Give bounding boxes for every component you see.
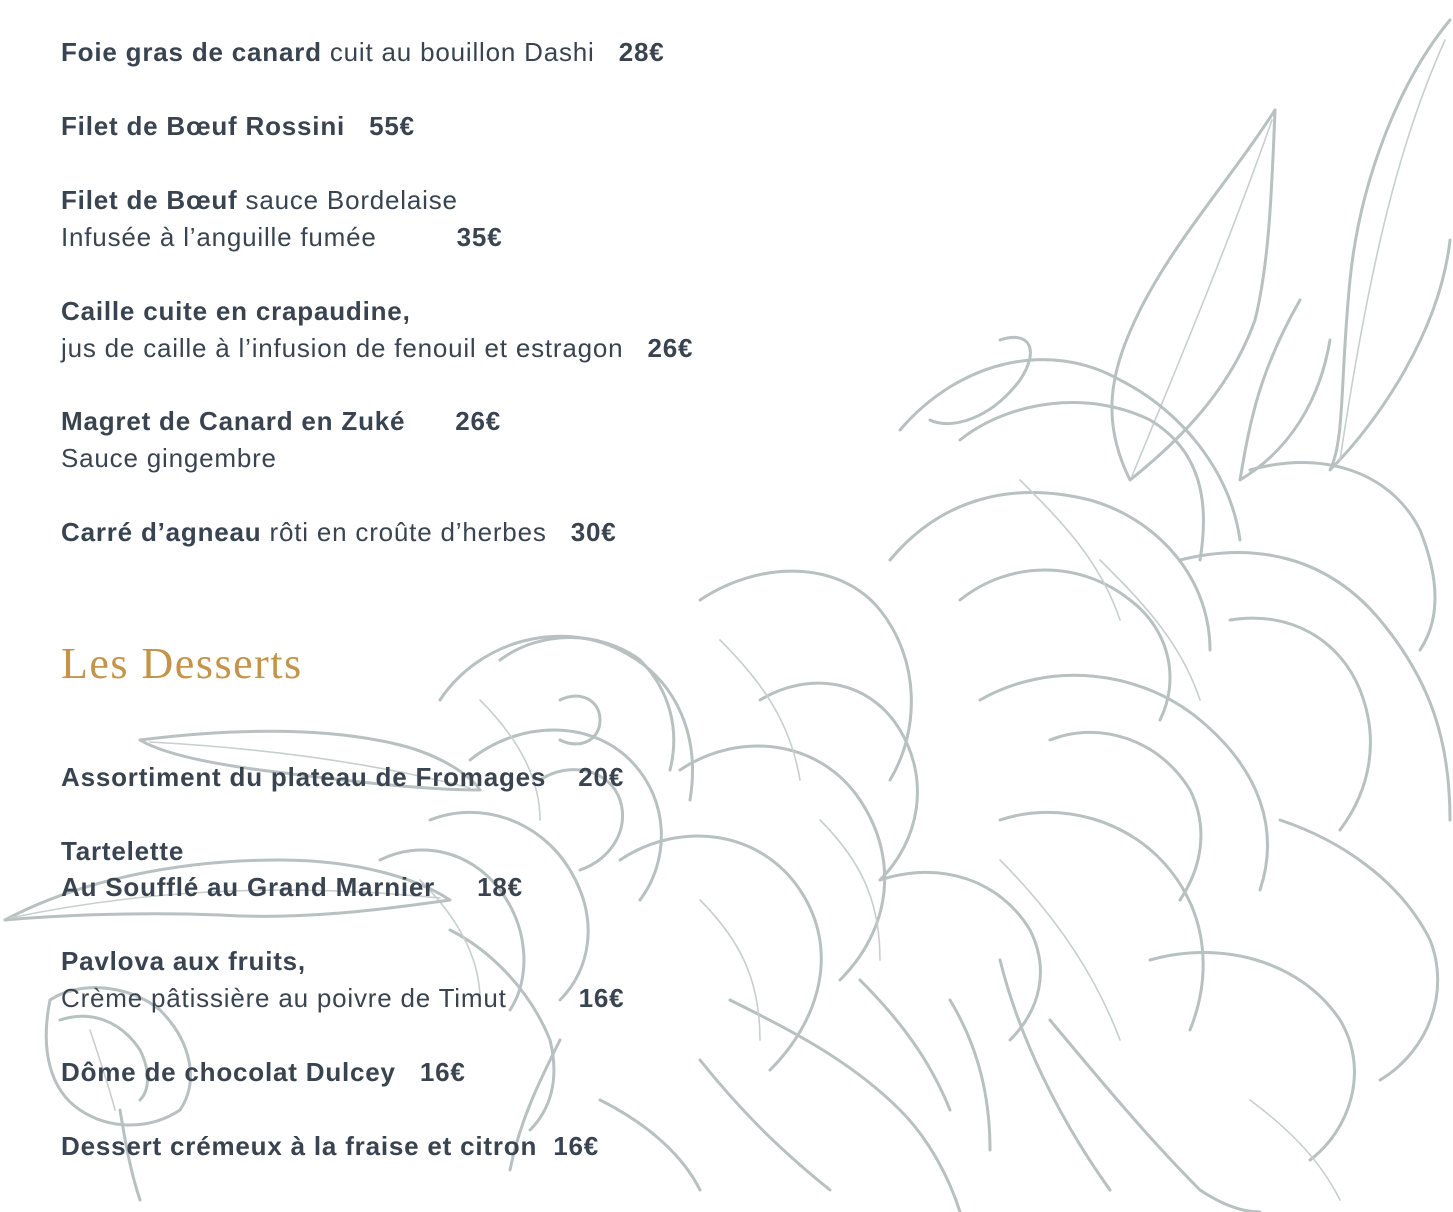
dessert-name: Dessert crémeux à la fraise et citron xyxy=(61,1131,538,1161)
menu-item-magret-line2 xyxy=(61,442,277,474)
menu-item-dessert-fraise xyxy=(61,1130,599,1162)
dish-price: 28€ xyxy=(618,37,665,67)
dish-description: rôti en croûte d’herbes xyxy=(261,517,547,547)
menu-item-tartelette xyxy=(61,835,184,867)
menu-item-filet-rossini xyxy=(61,110,415,142)
dessert-price: 16€ xyxy=(419,1057,466,1087)
dish-name: Filet de Bœuf xyxy=(61,185,238,215)
dish-name: Carré d’agneau xyxy=(61,517,262,547)
dessert-name: Dôme de chocolat Dulcey xyxy=(61,1057,396,1087)
menu-item-fromages xyxy=(61,761,624,793)
menu-item-dome-chocolat xyxy=(61,1056,466,1088)
dessert-name: Pavlova aux fruits, xyxy=(61,946,306,976)
menu-item-caille-line2 xyxy=(61,332,693,364)
dessert-name: Tartelette xyxy=(61,836,185,866)
dessert-price: 16€ xyxy=(578,983,625,1013)
dish-price: 30€ xyxy=(570,517,617,547)
section-title-desserts: Les Desserts xyxy=(61,639,303,688)
dish-name: Foie gras de canard xyxy=(61,37,322,67)
dessert-price: 16€ xyxy=(553,1131,600,1161)
dish-price: 26€ xyxy=(455,406,502,436)
dessert-description: Au Soufflé au Grand Marnier xyxy=(61,872,436,902)
dessert-price: 20€ xyxy=(578,762,625,792)
dish-price: 26€ xyxy=(647,333,694,363)
menu-item-caille xyxy=(61,295,411,327)
menu-item-tartelette-line2 xyxy=(61,871,523,903)
dessert-name: Assortiment du plateau de Fromages xyxy=(61,762,547,792)
dish-name: Magret de Canard en Zuké xyxy=(61,406,406,436)
menu-item-filet-bordelaise-line2 xyxy=(61,221,502,253)
dish-description: sauce Bordelaise xyxy=(237,185,458,215)
dish-description: cuit au bouillon Dashi xyxy=(321,37,595,67)
dish-description: jus de caille à l’infusion de fenouil et estragon xyxy=(61,333,624,363)
dish-name: Filet de Bœuf Rossini xyxy=(61,111,346,141)
menu-item-filet-bordelaise xyxy=(61,184,458,216)
dish-price: 35€ xyxy=(456,222,503,252)
dish-description: Infusée à l’anguille fumée xyxy=(61,222,377,252)
dish-name: Caille cuite en crapaudine, xyxy=(61,296,411,326)
dish-description: Sauce gingembre xyxy=(61,443,277,473)
dish-price: 55€ xyxy=(369,111,415,141)
dessert-description: Crème pâtissière au poivre de Timut xyxy=(61,983,507,1013)
menu-item-pavlova xyxy=(61,945,306,977)
menu-item-pavlova-line2 xyxy=(61,982,624,1014)
menu-item-magret xyxy=(61,405,501,437)
menu-item-carre-agneau xyxy=(61,516,617,548)
dessert-price: 18€ xyxy=(477,872,523,902)
menu-item-foie-gras xyxy=(61,36,664,68)
